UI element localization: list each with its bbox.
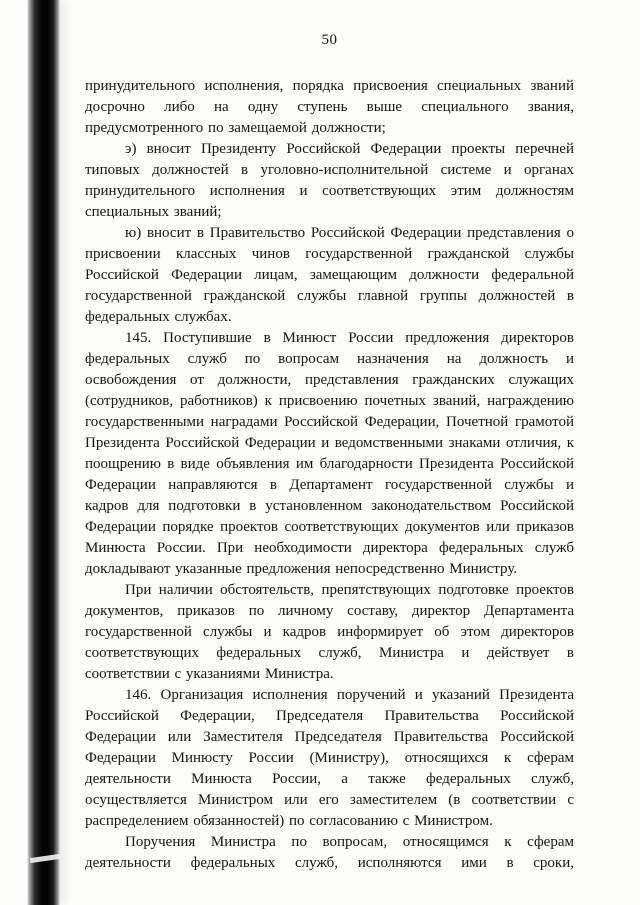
scan-binding-edge: [27, 0, 60, 905]
paragraph-item-146-continuation: Поручения Министра по вопросам, относящимся к сферам деятельности федеральных служб, исполняются ими в сроки,: [85, 834, 574, 871]
paragraph-item-145-note: При наличии обстоятельств, препятствующих подготовке проектов документов, приказов по личному составу, директор Департамента государственной службы и кадров информирует об этом директоров соответствующих федеральных служб, Министра и действует в соответствии с указаниями Министра.: [85, 582, 574, 682]
page-number: 50: [321, 32, 338, 48]
page-content: [85, 30, 574, 874]
paragraph-subitem-e: э) вносит Президенту Российской Федерации проекты перечней типовых должностей в уголовно-исполнительной системе и органах принудительного исполнения и соответствующих этим должностям специальных званий;: [85, 141, 574, 220]
paragraph-item-145: 145. Поступившие в Минюст России предложения директоров федеральных служб по вопросам назначения на должность и освобождения от должности, представления гражданских служащих (сотрудников, работников) к присвоению почетных званий, награждению государственными наградами Российской Федерации, Почетной грамотой Президента Российской Федерации и ведомственными знаками отличия, к поощрению в виде объявления им благодарности Президента Российской Федерации направляются в Департамент государственной службы и кадров для подготовки в установленном законодательством Российской Федерации порядке проектов соответствующих документов или приказов Минюста России. При необходимости директора федеральных служб докладывают указанные предложения непосредственно Министру.: [85, 330, 574, 577]
paragraph-subitem-yu: ю) вносит в Правительство Российской Федерации представления о присвоении классных чинов государственной гражданской службы Российской Федерации лицам, замещающим должности федеральной государственной гражданской службы главной группы должностей в федеральных службах.: [85, 225, 574, 325]
paragraph-continuation: принудительного исполнения, порядка присвоения специальных званий досрочно либо на одну ступень выше специального звания, предусмотренного по замещаемой должности;: [85, 78, 574, 136]
paragraph-item-146: 146. Организация исполнения поручений и указаний Президента Российской Федерации, Председателя Правительства Российской Федерации или Заместителя Председателя Правительства Российской Федерации Минюсту России (Министру), относящихся к сферам деятельности Минюста России, а также федеральных служб, осуществляется Министром или его заместителем (в соответствии с распределением обязанностей) по согласованию с Министром.: [85, 687, 574, 829]
